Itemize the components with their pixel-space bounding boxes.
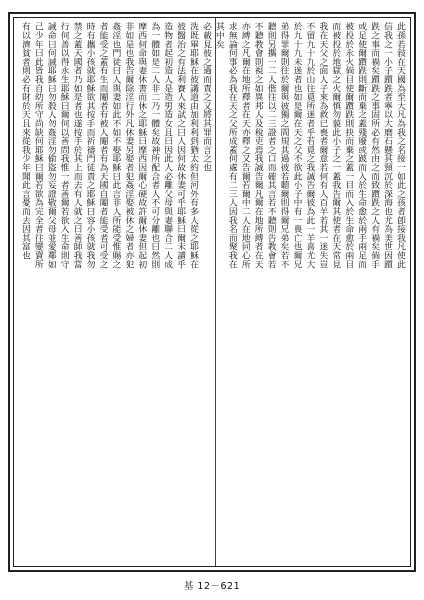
- right-text-column: 此孫若敍在天國為至大凡為我之名接一如此之孩者卽接我凡使此: [395, 22, 405, 269]
- inner-frame: [13, 17, 411, 567]
- right-text-column: 或足使爾躓跌則斷而棄之蓋殘廢或跛而入於生命愈於兩手兩足而: [356, 22, 367, 269]
- left-text-column: 非如是也我告爾除淫行外凡休妻另娶者犯姦淫娶被休之婦者亦犯: [123, 22, 134, 269]
- page-number: 基 12－621: [183, 581, 241, 592]
- right-text-column: 於九十九未迷者也如是爾在天之父不欲此小子中有一喪亡也爾兄: [291, 22, 302, 269]
- left-text-column: 彼醫治之有法利賽人來試之曰人因何故休妻可乎耶穌曰爾未讀乎: [175, 22, 186, 269]
- right-text-column: 不留九十九於山往覓所迷者乎若覓之我誠告爾彼為此一羊喜尤大: [304, 22, 315, 269]
- right-text-column: 我在天父之面人子來為救已喪者爾意若何有人百羊若其一迷失豈: [317, 22, 328, 269]
- left-text-column: 有以濟貧者則必有財於天且來從我少年聞此言憂而去因其富也: [19, 22, 30, 260]
- right-text-column: 跌之事而禍矣躓跌之事固所必有然由之而致躓跌之人有禍矣倘手: [369, 22, 380, 269]
- right-text-column: 弟得罪爾則往於爾與彼獨之間規其過彼若聽爾則得爾兄弟矣若不: [278, 22, 289, 269]
- left-text-column: 誡命曰何誡耶穌曰勿殺人勿姦淫勿偷盜勿妄證敬爾父母並愛鄰如: [45, 22, 56, 269]
- left-text-column: 洗既畢耶穌在彼講道由加利利到猶太約但河外有多人從之耶穌在: [188, 22, 199, 269]
- right-text-column: 亦縛之凡爾在地所釋者在天亦釋之又告爾若爾中二人在地同心所: [239, 22, 250, 269]
- page-frame: [8, 12, 416, 572]
- left-text-column: 時有攜小孩就耶穌欲其按手而祈禱門徒責之耶穌曰容小孩就我勿: [84, 22, 95, 269]
- left-text-column: 禁之蓋天國者乃如是者也遂按手於其上而去有人就之曰善師我當: [71, 22, 82, 269]
- left-text-column: 必載見彼之過而責之又將其罪而言之也: [201, 22, 211, 172]
- left-text-block: [18, 22, 212, 562]
- right-text-column: 其中矣: [213, 22, 224, 49]
- left-text-column: 者能受之蓋有生而閹者有被人閹者有為天國自閹者能受者可受之: [97, 22, 108, 269]
- left-text-column: 行何善以得永生耶穌曰爾何以善問我惟一者善爾若欲入生命則守: [58, 22, 69, 269]
- right-text-column: 而被投於地獄之火爾慎勿藐此小子之一蓋我告爾其使者在天常見: [330, 22, 341, 269]
- right-text-column: 被投於永火倘目使爾躓跌則抉而棄之蓋一目而入於生命愈於兩目: [343, 22, 354, 269]
- right-text-column: 聽則另攜一二人偕往以二三證者之口而確其言若不聽則告教會若: [265, 22, 276, 269]
- left-text-column: 摩西何命與妻休書而休之耶穌曰摩西因爾心硬故許爾休妻但起初: [136, 22, 147, 269]
- right-text-column: 不聽教會則視之如異邦人及稅吏焉我誠告爾凡爾在地所縛者在天: [252, 22, 263, 269]
- left-text-column: 己少年曰此皆我自幼所守尚缺何耶穌曰爾若欲為完全者往變賣所: [32, 22, 43, 269]
- left-text-column: 造物者起初造人是造男造女且曰因此人必離父母與妻聯合二人成: [162, 22, 173, 269]
- right-text-column: 信我之一小子躓跌者寧以大磨石懸其頸沉於深海也尤為美世因躓: [382, 22, 393, 269]
- left-text-column: 為一體如是二人非二乃一體矣故神所配合者人不可分離也曰然則: [149, 22, 160, 269]
- right-text-column: 求無論何事必為我在天之父所成蓋何處有二三人因我名而聚我在: [226, 22, 237, 269]
- left-text-column: 姦淫也門徒曰人與妻如此不如不娶耶穌曰此言非人所能受惟賜之: [110, 22, 121, 269]
- right-text-block: [212, 22, 406, 562]
